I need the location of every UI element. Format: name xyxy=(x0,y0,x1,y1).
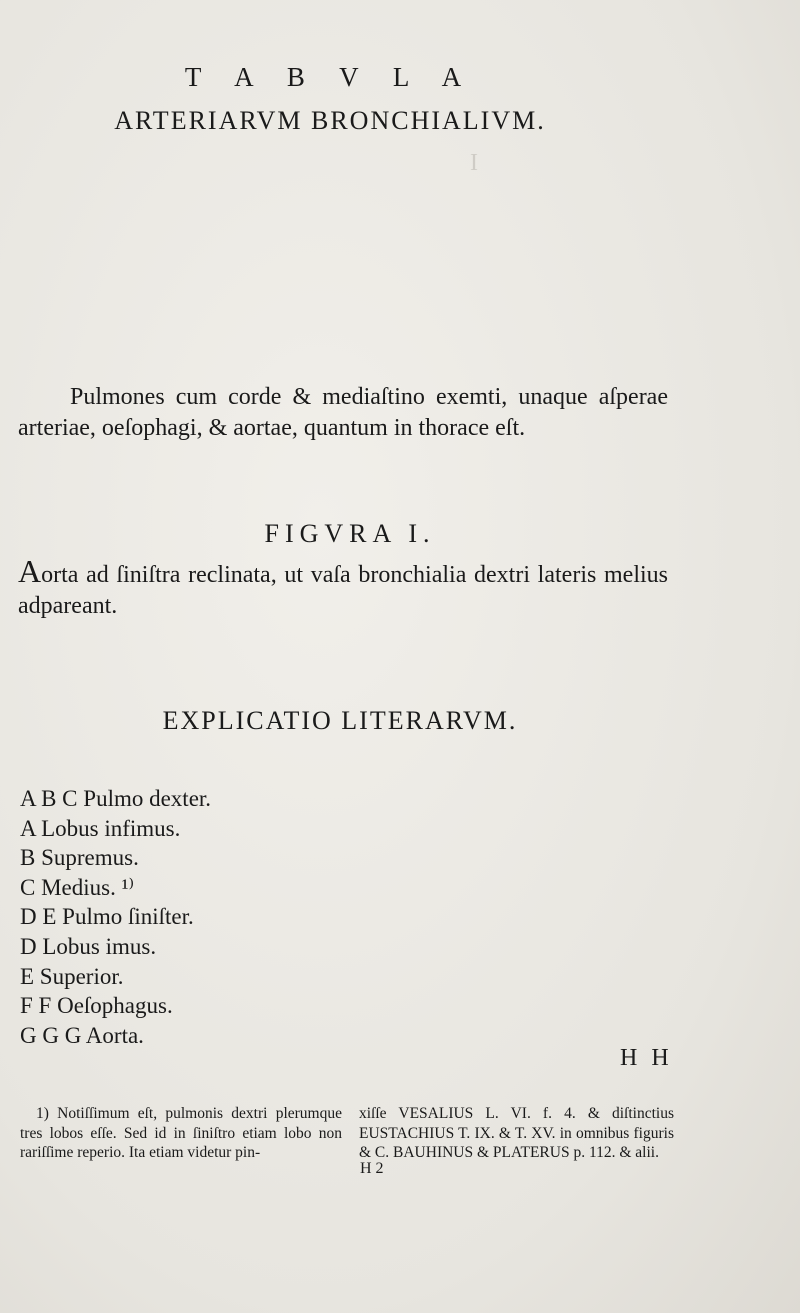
figure-title: FIGVRA I. xyxy=(264,519,436,548)
plate-description: Pulmones cum corde & mediaſtino exemti, unaque aſperae arteriae, oeſophagi, & aortae, quantum in thorace eſt. xyxy=(18,384,668,441)
footnote-right: xiſſe VESALIUS L. VI. f. 4. & diſtinctius EUSTACHIUS T. IX. & T. XV. in omnibus figuris & C. BAUHINUS & PLATERUS p. 112. & alii. xyxy=(359,1105,674,1161)
legend-item: A B C Pulmo dexter. xyxy=(20,786,212,811)
signature-mark: H H xyxy=(620,1045,673,1071)
page-number: H 2 xyxy=(360,1160,384,1177)
legend-item: E Superior. xyxy=(20,963,124,989)
footnote-left: 1) Notiſſimum eſt, pulmonis dextri plerumque tres lobos eſſe. Sed id in ſiniſtro etiam lobo non rariſſime reperio. Ita etiam videtur pin- xyxy=(20,1105,342,1161)
legend-item: C Medius. ¹⁾ xyxy=(20,874,135,900)
table-title: T A B V L A xyxy=(184,62,476,92)
legend-item: D Lobus imus. xyxy=(20,933,157,959)
bleed-through: I xyxy=(470,150,478,176)
legend-item: D E Pulmo ſiniſter. xyxy=(20,904,194,930)
table-subtitle: ARTERIARVM BRONCHIALIVM. xyxy=(114,106,546,135)
explication-title: EXPLICATIO LITERARVM. xyxy=(162,706,518,735)
figure-description-text: orta ad ſiniſtra reclinata, ut vaſa bronchialia dextri lateris melius adpareant. xyxy=(18,562,668,619)
legend-item: B Supremus. xyxy=(20,845,139,871)
letter-legend xyxy=(20,784,420,1050)
legend-item: G G G Aorta. xyxy=(20,1022,144,1048)
figure-description xyxy=(18,553,668,622)
legend-item: F F Oeſophagus. xyxy=(20,993,173,1019)
legend-item: A Lobus infimus. xyxy=(20,815,181,841)
drop-cap: A xyxy=(18,553,42,589)
